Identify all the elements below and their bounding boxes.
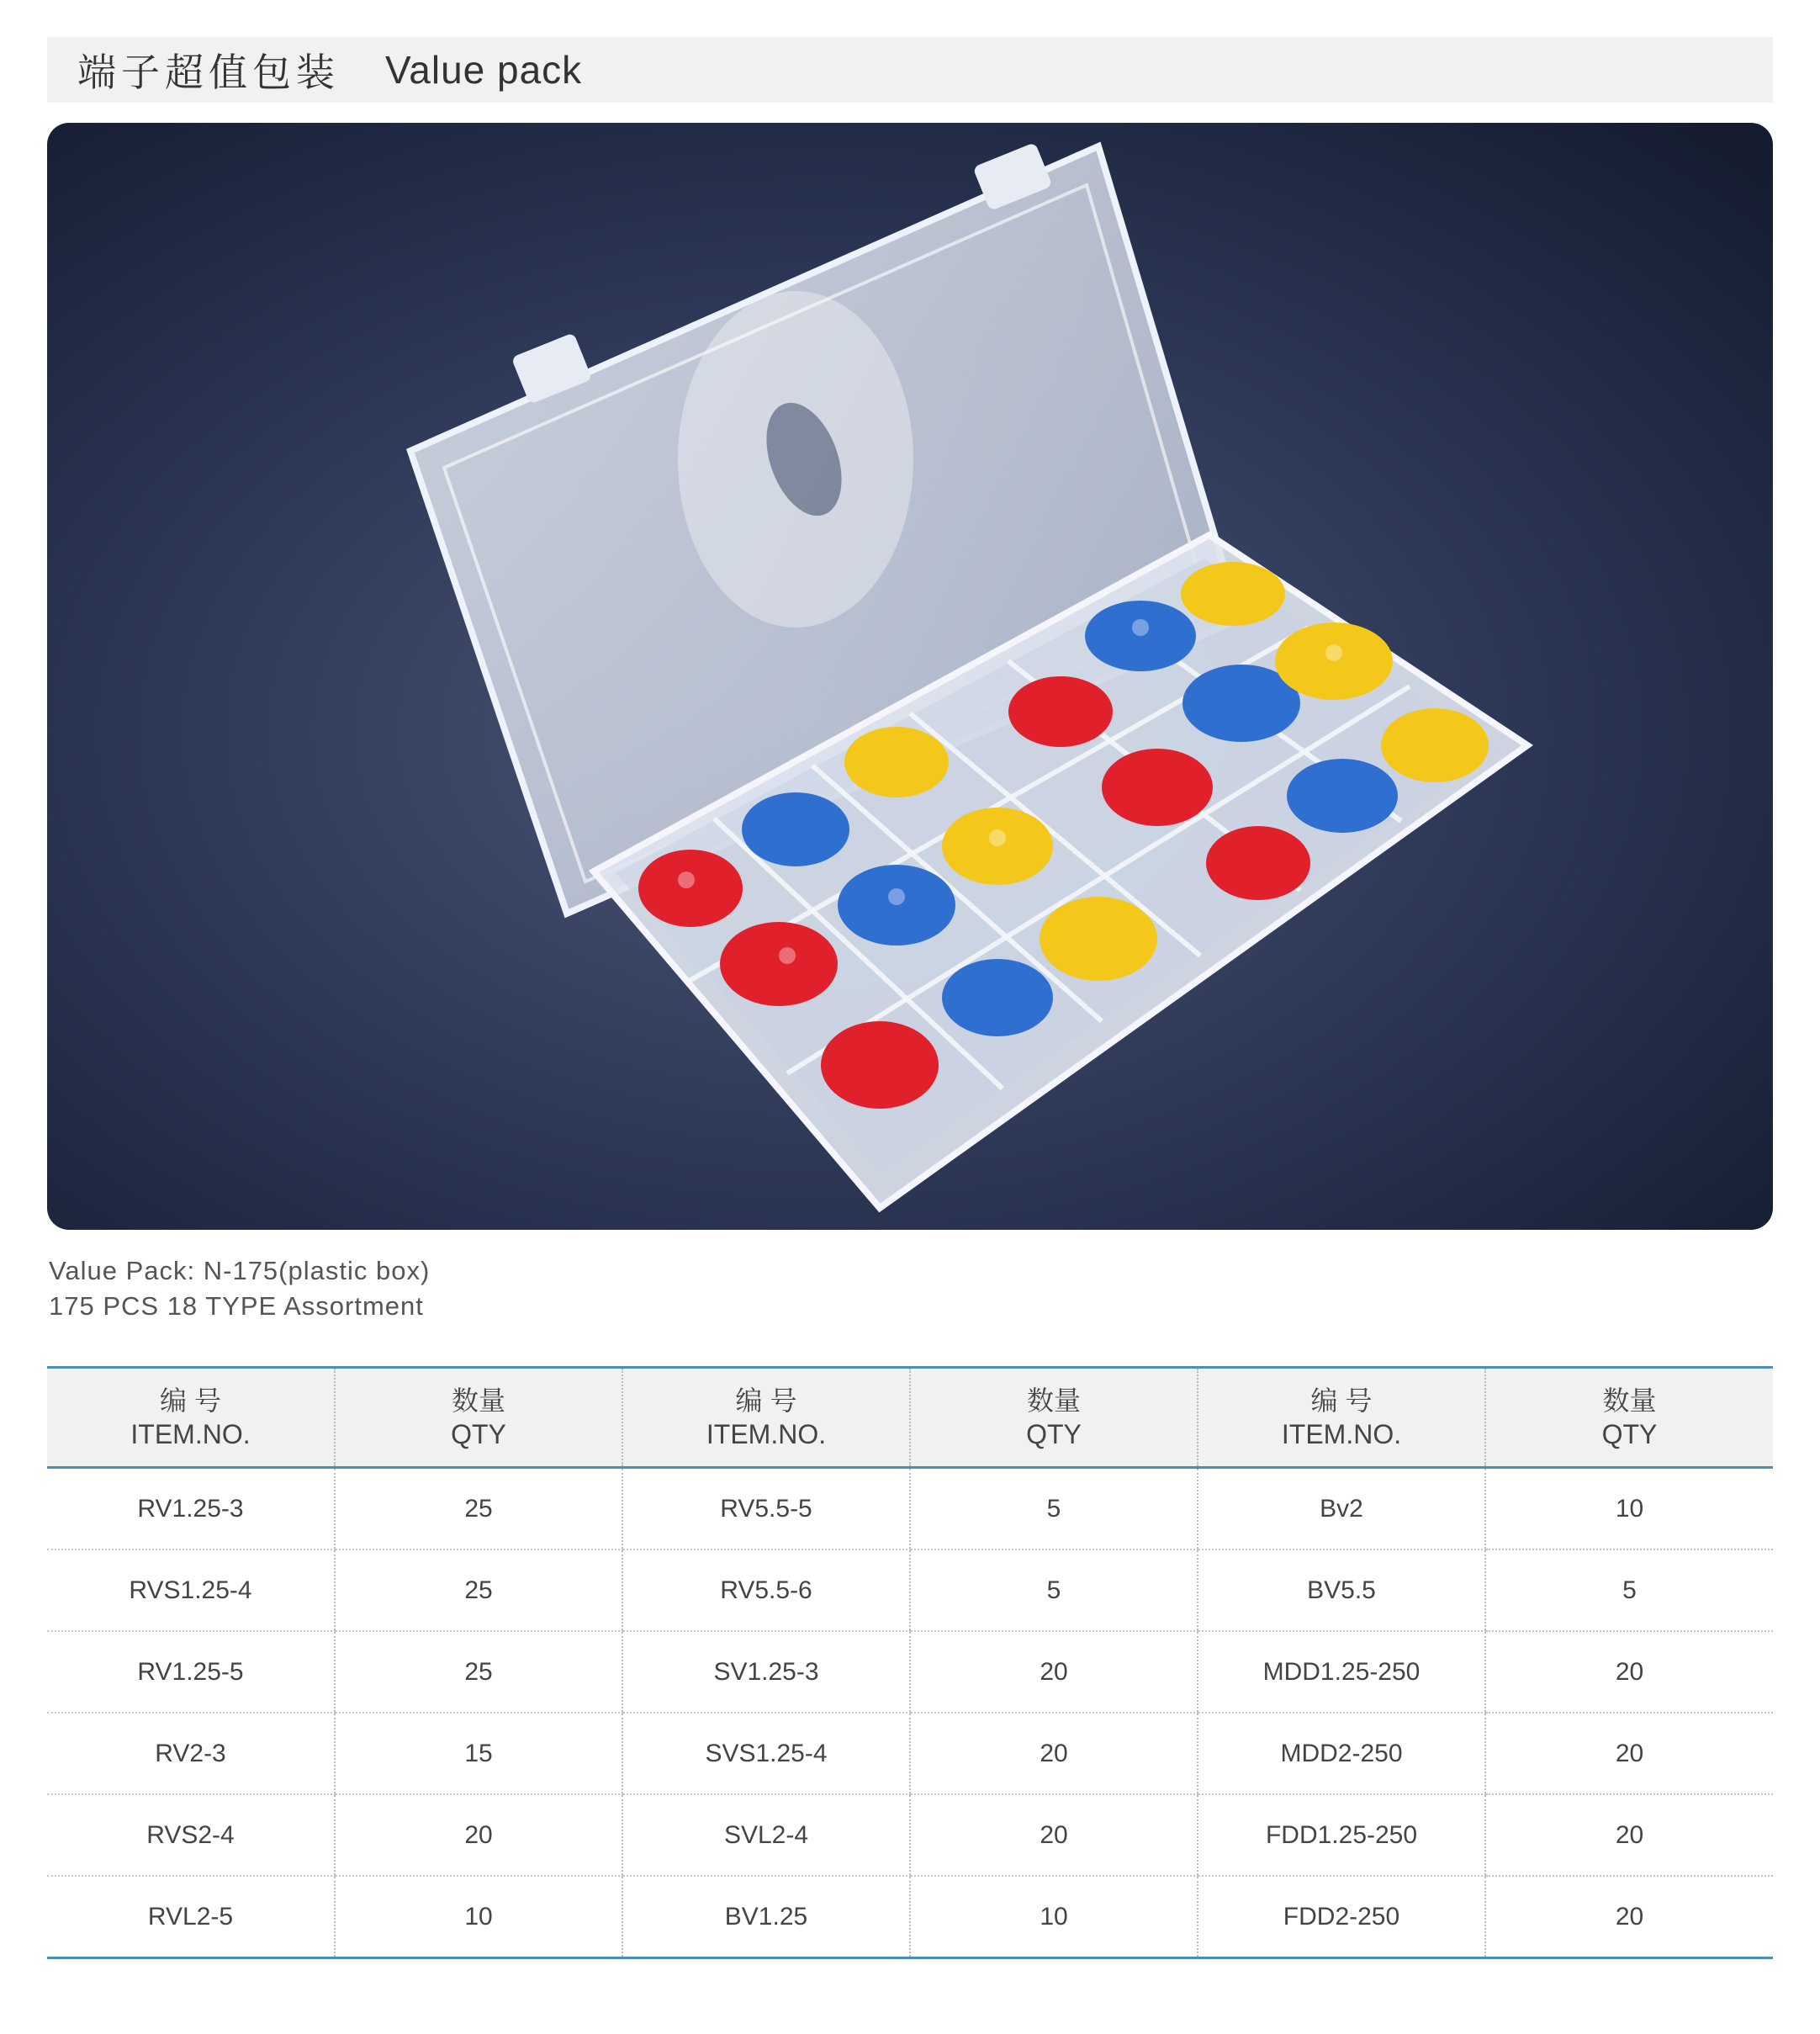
qty-cell: 25: [335, 1631, 622, 1713]
title-bar: [47, 37, 1773, 103]
item-no-cell: RVS1.25-4: [47, 1549, 335, 1631]
header-qty: 数量 QTY: [1485, 1368, 1773, 1468]
table-row: [47, 1549, 1773, 1631]
qty-cell: 20: [1485, 1631, 1773, 1713]
qty-cell: 20: [910, 1631, 1198, 1713]
qty-cell: 5: [910, 1468, 1198, 1550]
table-header-row: [47, 1368, 1773, 1468]
item-no-cell: RV1.25-3: [47, 1468, 335, 1550]
item-no-cell: MDD2-250: [1198, 1713, 1485, 1794]
header-item-no: 编 号 ITEM.NO.: [622, 1368, 910, 1468]
table-row: [47, 1713, 1773, 1794]
qty-cell: 20: [910, 1794, 1198, 1876]
product-caption: [49, 1253, 430, 1324]
item-no-cell: BV1.25: [622, 1876, 910, 1958]
qty-cell: 10: [1485, 1468, 1773, 1550]
item-no-cell: RV5.5-5: [622, 1468, 910, 1550]
qty-cell: 25: [335, 1468, 622, 1550]
assortment-table: [47, 1366, 1773, 1959]
qty-cell: 20: [910, 1713, 1198, 1794]
item-no-cell: FDD2-250: [1198, 1876, 1485, 1958]
header-qty: 数量 QTY: [910, 1368, 1198, 1468]
table-row: [47, 1631, 1773, 1713]
item-no-cell: RVL2-5: [47, 1876, 335, 1958]
qty-cell: 20: [335, 1794, 622, 1876]
qty-cell: 5: [910, 1549, 1198, 1631]
qty-cell: 10: [335, 1876, 622, 1958]
item-no-cell: Bv2: [1198, 1468, 1485, 1550]
item-no-cell: SV1.25-3: [622, 1631, 910, 1713]
title-chinese: 端子超值包装: [77, 50, 340, 95]
table-row: [47, 1794, 1773, 1876]
item-no-cell: RV2-3: [47, 1713, 335, 1794]
qty-cell: 20: [1485, 1876, 1773, 1958]
table-row: [47, 1876, 1773, 1958]
qty-cell: 5: [1485, 1549, 1773, 1631]
qty-cell: 25: [335, 1549, 622, 1631]
item-no-cell: BV5.5: [1198, 1549, 1485, 1631]
qty-cell: 15: [335, 1713, 622, 1794]
header-qty: 数量 QTY: [335, 1368, 622, 1468]
item-no-cell: RV1.25-5: [47, 1631, 335, 1713]
qty-cell: 20: [1485, 1713, 1773, 1794]
plastic-box-illustration: [47, 123, 1773, 1230]
item-no-cell: MDD1.25-250: [1198, 1631, 1485, 1713]
caption-assortment: 175 PCS 18 TYPE Assortment: [49, 1291, 424, 1321]
item-no-cell: RVS2-4: [47, 1794, 335, 1876]
header-item-no: 编 号 ITEM.NO.: [1198, 1368, 1485, 1468]
qty-cell: 20: [1485, 1794, 1773, 1876]
title-english: Value pack: [385, 48, 583, 92]
item-no-cell: FDD1.25-250: [1198, 1794, 1485, 1876]
item-no-cell: SVS1.25-4: [622, 1713, 910, 1794]
item-no-cell: RV5.5-6: [622, 1549, 910, 1631]
header-item-no: 编 号 ITEM.NO.: [47, 1368, 335, 1468]
table-row: [47, 1468, 1773, 1550]
product-photo: [47, 123, 1773, 1230]
qty-cell: 10: [910, 1876, 1198, 1958]
item-no-cell: SVL2-4: [622, 1794, 910, 1876]
caption-model: Value Pack: N-175(plastic box): [49, 1256, 431, 1285]
